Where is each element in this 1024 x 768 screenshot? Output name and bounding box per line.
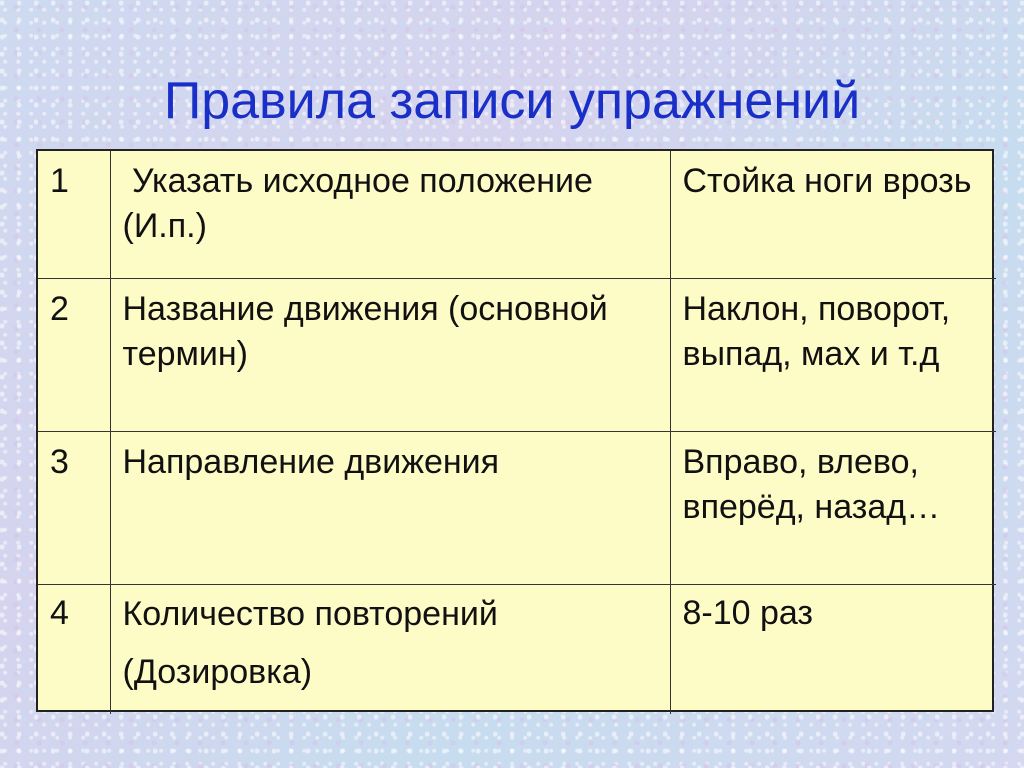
example-cell: Вправо, влево, вперёд, назад… <box>670 431 996 584</box>
rule-text: Название движения (основной термин) <box>122 289 608 373</box>
rule-text: Направление движения <box>122 442 500 481</box>
rules-table <box>36 149 994 712</box>
row-number: 4 <box>38 584 110 714</box>
rule-cell <box>110 431 670 584</box>
rule-cell <box>110 278 670 431</box>
example-cell: Наклон, поворот, выпад, мах и т.д <box>670 278 996 431</box>
slide-title: Правила записи упражнений <box>163 72 861 130</box>
row-number: 2 <box>38 278 110 431</box>
table-row <box>38 278 996 431</box>
table-row <box>38 584 996 714</box>
rule-cell <box>110 584 670 714</box>
rule-cell <box>110 151 670 278</box>
rule-text: Количество повторений (Дозировка) <box>122 594 498 691</box>
example-cell: 8-10 раз <box>670 584 996 714</box>
example-cell: Стойка ноги врозь <box>670 151 996 278</box>
row-number: 1 <box>38 151 110 278</box>
row-number: 3 <box>38 431 110 584</box>
table-row <box>38 151 996 278</box>
rule-text: Указать исходное положение (И.п.) <box>122 162 603 245</box>
table-row <box>38 431 996 584</box>
